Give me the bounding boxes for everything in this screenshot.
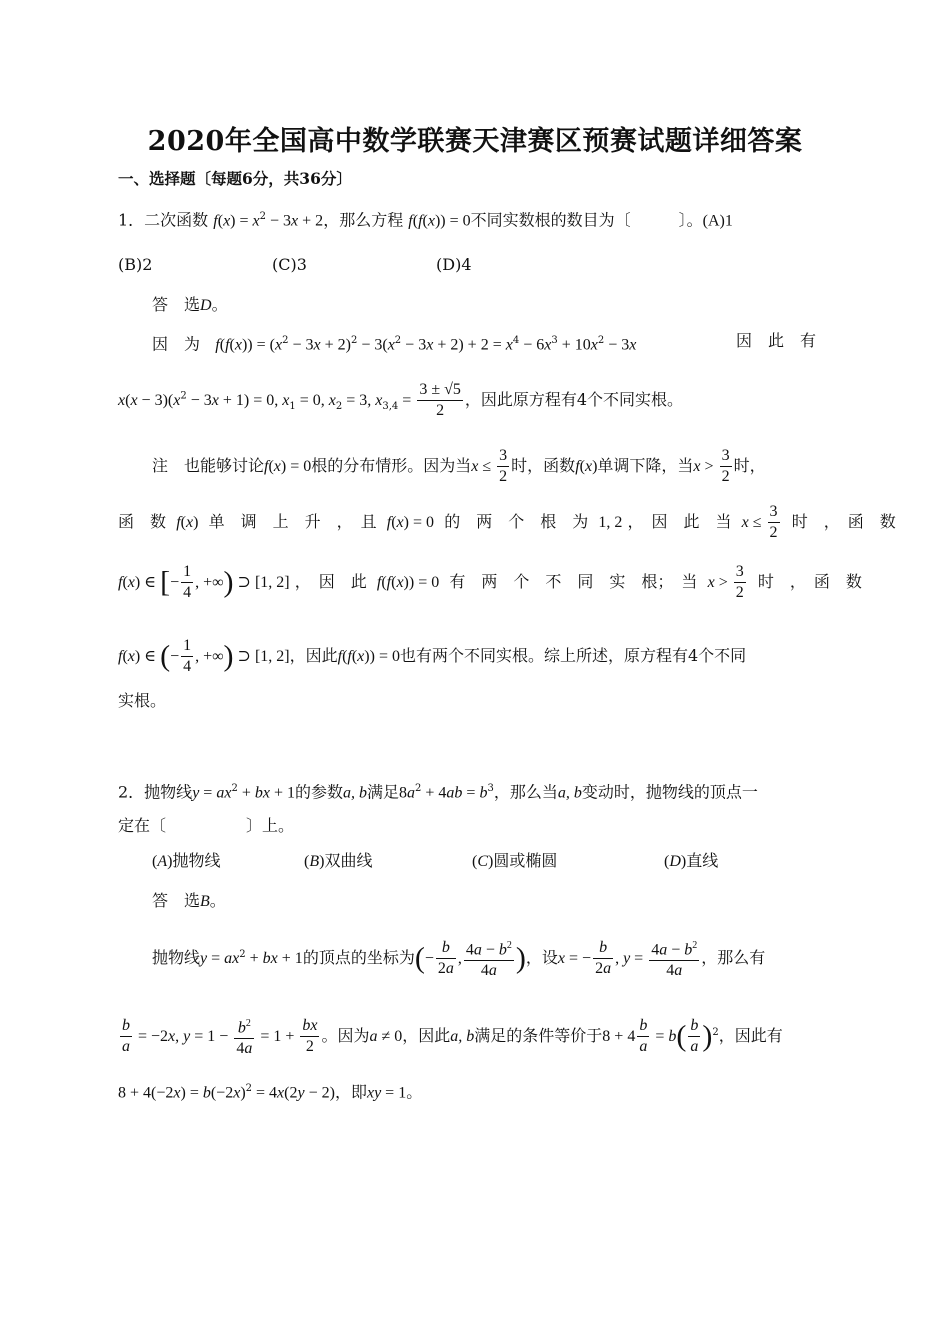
q1-answer: 答 选D。 <box>152 295 228 314</box>
q1-stem: 1．二次函数 $f(x) = x^2 - 3x + 2$，那么方程 f(f(x)) = 0不同实数根的数目为〔 〕。(A)1 <box>118 210 733 230</box>
q1-option-d: (D)4 <box>436 255 472 274</box>
q2-solution-2: $\frac{b}{a}$ = −2x, y = 1 − $\frac{b^2}{4a}$ = 1 + $\frac{bx}{2}$ 。因为a ≠ 0，因此a, b满足的条件等价于8 + 4 $\frac{b}{a}$ = b( $\frac{b}{a}$ )$^2$，因此有 <box>118 1014 783 1059</box>
q2-option-c: (C)圆或椭圆 <box>472 851 558 870</box>
section-heading: 一、选择题〔每题6分，共36分〕 <box>118 169 352 188</box>
q2-solution-3: $8 + 4(-2x) = b(-2x)^2 = 4x(2y - 2)$，即xy = 1。 <box>118 1082 423 1102</box>
q1-option-b: (B)2 <box>118 255 153 274</box>
q1-derivation-2: $x(x - 3)(x^2 - 3x + 1) = 0$, $x_1 = 0$, $x_2 = 3$, $x_{3,4}$ = $\frac{3 \pm √5}{2}$ ，因此原方程有4个不同实根。 <box>118 381 684 419</box>
q2-option-a: (A)抛物线 <box>152 851 221 870</box>
page-title: 2020年全国高中数学联赛天津赛区预赛试题详细答案 <box>147 126 803 157</box>
q1-note-1: 注 也能够讨论f(x) = 0根的分布情形。因为当x ≤ $\frac{3}{2}$ 时，函数f(x)单调下降，当x > $\frac{3}{2}$ 时， <box>152 447 766 485</box>
q2-option-b: (B)双曲线 <box>304 851 373 870</box>
q2-stem-2: 定在〔 〕上。 <box>118 816 295 835</box>
q2-stem: 2．抛物线$y = ax^2$ + bx + 1的参数a, b满足$8a^2 + 4ab = b^3$，那么当a, b变动时，抛物线的顶点一 <box>118 782 758 802</box>
q2-option-d: (D)直线 <box>664 851 719 870</box>
q2-solution-1: 抛物线$y = ax^2$ + bx + 1的顶点的坐标为(− $\frac{b}{2a}$ , $\frac{4a - b^2}{4a}$ )，设x = − $\frac{b}{2a}$ , y = $\frac{4a - b^2}{4a}$ ，那么有 <box>152 936 765 981</box>
q2-answer: 答 选B。 <box>152 891 226 910</box>
q1-note-3: f(x) ∈ [− $\frac{1}{4}$ , +∞) ⊃ [1, 2] ， 因 此 f(f(x)) = 0 有 两 个 不 同 实 根； 当 x > $\frac{3}{2}$ 时 ， 函 数 <box>118 563 862 601</box>
q1-option-c: (C)3 <box>272 255 307 274</box>
q1-note-4: f(x) ∈ (− $\frac{1}{4}$ , +∞) ⊃ [1, 2]，因此f(f(x)) = 0也有两个不同实根。综上所述，原方程有4个不同 <box>118 637 747 675</box>
q1-note-2: 函 数 f(x) 单 调 上 升 ， 且 f(x) = 0 的 两 个 根 为 1, 2 ， 因 此 当 x ≤ $\frac{3}{2}$ 时 ， 函 数 <box>118 503 896 541</box>
q1-note-5: 实根。 <box>118 691 167 710</box>
q1-therefore: 因 此 有 <box>736 331 817 350</box>
q1-derivation-1: 因 为 $f(f(x)) = (x^2 - 3x + 2)^2 - 3(x^2 - 3x + 2) + 2 = x^4 - 6x^3 + 10x^2 - 3x$ <box>152 334 637 354</box>
